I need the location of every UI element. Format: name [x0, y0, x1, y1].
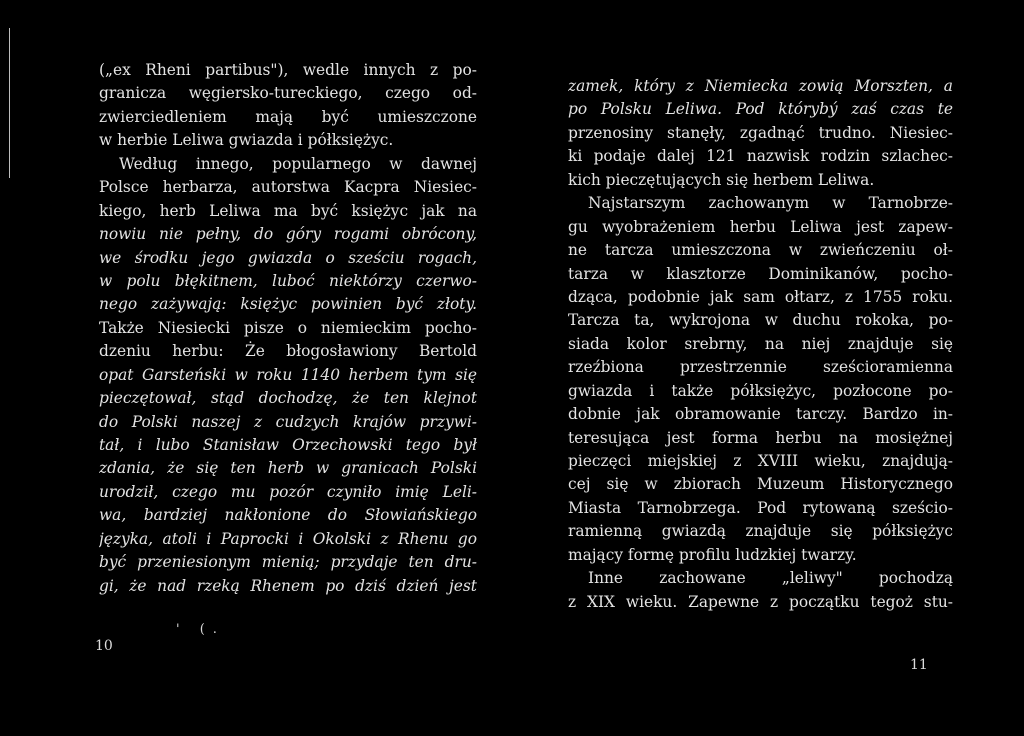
left-page-stray-marks: ' (. [176, 622, 225, 637]
left-page-text-column [99, 59, 477, 598]
text-line: gwiazda i także półksiężyc, pozłocone po- [568, 381, 953, 400]
text-line: Miasta Tarnobrzega. Pod rytowaną sześcio- [568, 498, 953, 517]
text-line: tarza w klasztorze Dominikanów, pocho- [568, 264, 953, 283]
right-page-number: 11 [910, 657, 928, 673]
text-line: we środku jego gwiazda o sześciu rogach, [99, 248, 477, 267]
text-line: Najstarszym zachowanym w Tarnobrze- [588, 194, 953, 213]
text-line: w polu błękitnem, luboć niektórzy czerwo- [99, 271, 477, 290]
text-line: Polsce herbarza, autorstwa Kacpra Niesiec- [99, 178, 477, 197]
text-line: Inne zachowane „leliwy" pochodzą [588, 569, 953, 588]
text-line: tał, i lubo Stanisław Orzechowski tego był [99, 436, 477, 454]
text-line: być przeniesionym mienią; przydaje ten dru- [99, 553, 477, 572]
text-line: w herbie Leliwa gwiazda i półksiężyc. [99, 131, 394, 150]
text-line: z XIX wieku. Zapewne z początku tegoż stu- [568, 592, 953, 611]
text-line: siada kolor srebrny, na niej znajduje się [568, 334, 953, 353]
text-line: teresująca jest forma herbu na mosiężnej [568, 428, 953, 447]
right-page-text-column [568, 75, 953, 614]
text-line: języka, atoli i Paprocki i Okolski z Rhenu go [99, 529, 477, 548]
right-page [512, 0, 1024, 736]
text-line: urodził, czego mu pozór czyniło imię Leli- [99, 482, 477, 501]
text-line: nego zażywają: księżyc powinien być złoty. [99, 295, 477, 314]
text-line: ki podaje dalej 121 nazwisk rodzin szlachec- [568, 147, 953, 166]
left-page-number: 10 [95, 638, 113, 654]
text-line: rzeźbiona przestrzennie sześcioramienna [568, 358, 953, 377]
text-line: pieczętował, stąd dochodzę, że ten klejnot [99, 389, 477, 408]
text-line: Także Niesiecki pisze o niemieckim pocho- [99, 318, 477, 337]
text-line: zdania, że się ten herb w granicach Polski [99, 459, 477, 478]
text-line: przenosiny stanęły, zgadnąć trudno. Niesiec- [568, 123, 953, 142]
text-line: granicza węgiersko-tureckiego, czego od- [99, 84, 477, 103]
text-line: opat Garsteński w roku 1140 herbem tym się [99, 365, 477, 384]
text-line: mający formę profilu ludzkiej twarzy. [568, 545, 857, 564]
text-line: cej się w zbiorach Muzeum Historycznego [568, 475, 953, 494]
text-line: Tarcza ta, wykrojona w duchu rokoka, po- [568, 311, 953, 330]
text-line: do Polski naszej z cudzych krajów przywi- [99, 412, 477, 431]
text-line: ramienną gwiazdą znajduje się półksiężyc [568, 522, 953, 541]
text-line: Według innego, popularnego w dawnej [119, 154, 477, 173]
text-line: po Polsku Leliwa. Pod którybý zaś czas te [568, 100, 953, 119]
text-line: („ex Rheni partibus"), wedle innych z po- [99, 61, 477, 79]
text-line: nowiu nie pełny, do góry rogami obrócony, [99, 225, 477, 244]
text-line: gu wyobrażeniem herbu Leliwa jest zapew- [568, 217, 953, 236]
text-line: dzeniu herbu: Że błogosławiony Bertold [99, 342, 477, 361]
text-line: zamek, który z Niemiecka zowią Morszten, a [568, 77, 953, 95]
text-line: kiego, herb Leliwa ma być księżyc jak na [99, 201, 477, 220]
text-line: gi, że nad rzeką Rhenem po dziś dzień jest [99, 576, 477, 595]
text-line: ne tarcza umieszczona w zwieńczeniu oł- [568, 241, 953, 260]
text-line: dząca, podobnie jak sam ołtarz, z 1755 roku. [568, 287, 953, 306]
text-line: zwierciedleniem mają być umieszczone [99, 107, 477, 126]
text-line: dobnie jak obramowanie tarczy. Bardzo in- [568, 405, 953, 424]
text-line: kich pieczętujących się herbem Leliwa. [568, 170, 875, 189]
text-line: wa, bardziej nakłonione do Słowiańskiego [99, 506, 477, 525]
text-line: pieczęci miejskiej z XVIII wieku, znajdują- [568, 452, 953, 470]
